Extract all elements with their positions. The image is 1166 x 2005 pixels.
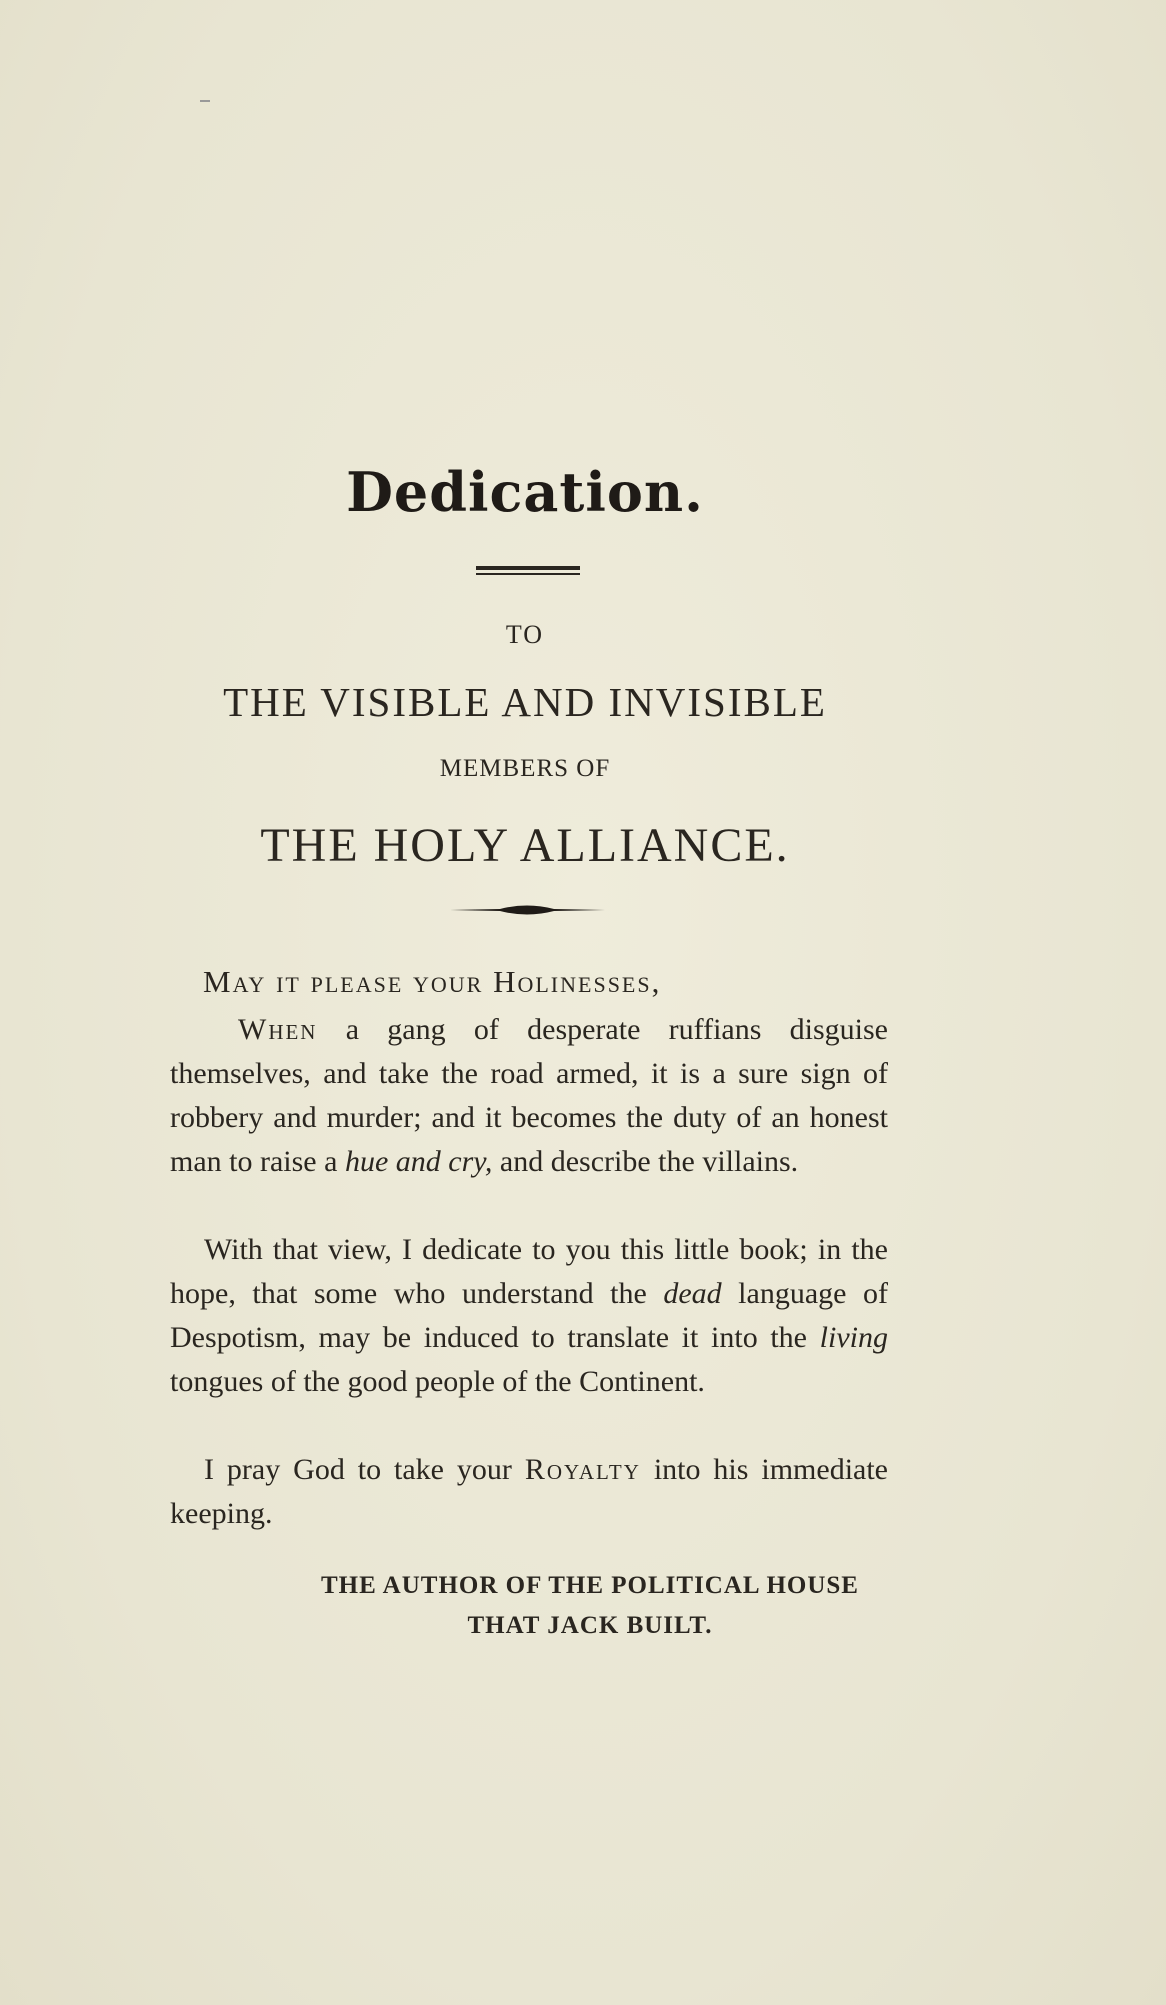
double-rule-divider <box>476 566 580 578</box>
signature-line-2: THAT JACK BUILT. <box>467 1612 713 1639</box>
paragraph-1-tail: and describe the villains. <box>492 1145 799 1178</box>
paragraph-3-text-2: into his immediate keeping. <box>170 1453 888 1530</box>
paragraph-1-text: a gang of desperate ruffians disguise themselves, and take the road armed, it is a sure sign of robbery and murder; and it becomes the duty of an honest man to raise a <box>170 1013 888 1178</box>
signature-line-1: THE AUTHOR OF THE POLITICAL HOUSE <box>321 1572 859 1599</box>
paragraph-1-italic: hue and cry, <box>344 1145 493 1178</box>
paragraph-3-smallcaps: Royalty <box>524 1453 641 1486</box>
visible-invisible-line: THE VISIBLE AND INVISIBLE <box>223 679 827 725</box>
paragraph-3 <box>170 1448 888 1536</box>
paragraph-1 <box>170 1008 888 1184</box>
paragraph-2 <box>170 1228 888 1404</box>
stray-mark <box>200 100 210 102</box>
paragraph-2-text-2: language of Despotism, may be induced to translate it into the <box>170 1277 888 1354</box>
paragraph-3-text-1: I pray God to take your <box>204 1453 525 1486</box>
ornament-divider <box>450 902 605 918</box>
salutation: May it please your Holinesses, <box>203 964 662 999</box>
holy-alliance-line: THE HOLY ALLIANCE. <box>260 819 790 872</box>
paragraph-2-text-3: tongues of the good people of the Continent. <box>170 1365 705 1398</box>
signature <box>270 1566 910 1646</box>
to-line: TO <box>505 620 545 649</box>
paragraph-2-italic-2: living <box>819 1321 888 1354</box>
paragraph-2-italic-1: dead <box>663 1277 722 1310</box>
members-of-line: MEMBERS OF <box>439 755 611 782</box>
paragraph-1-lead: When <box>238 1013 318 1046</box>
dedication-heading: Dedication. <box>346 460 704 524</box>
paragraph-2-text-1: With that view, I dedicate to you this little book; in the hope, that some who understand the <box>170 1233 888 1310</box>
